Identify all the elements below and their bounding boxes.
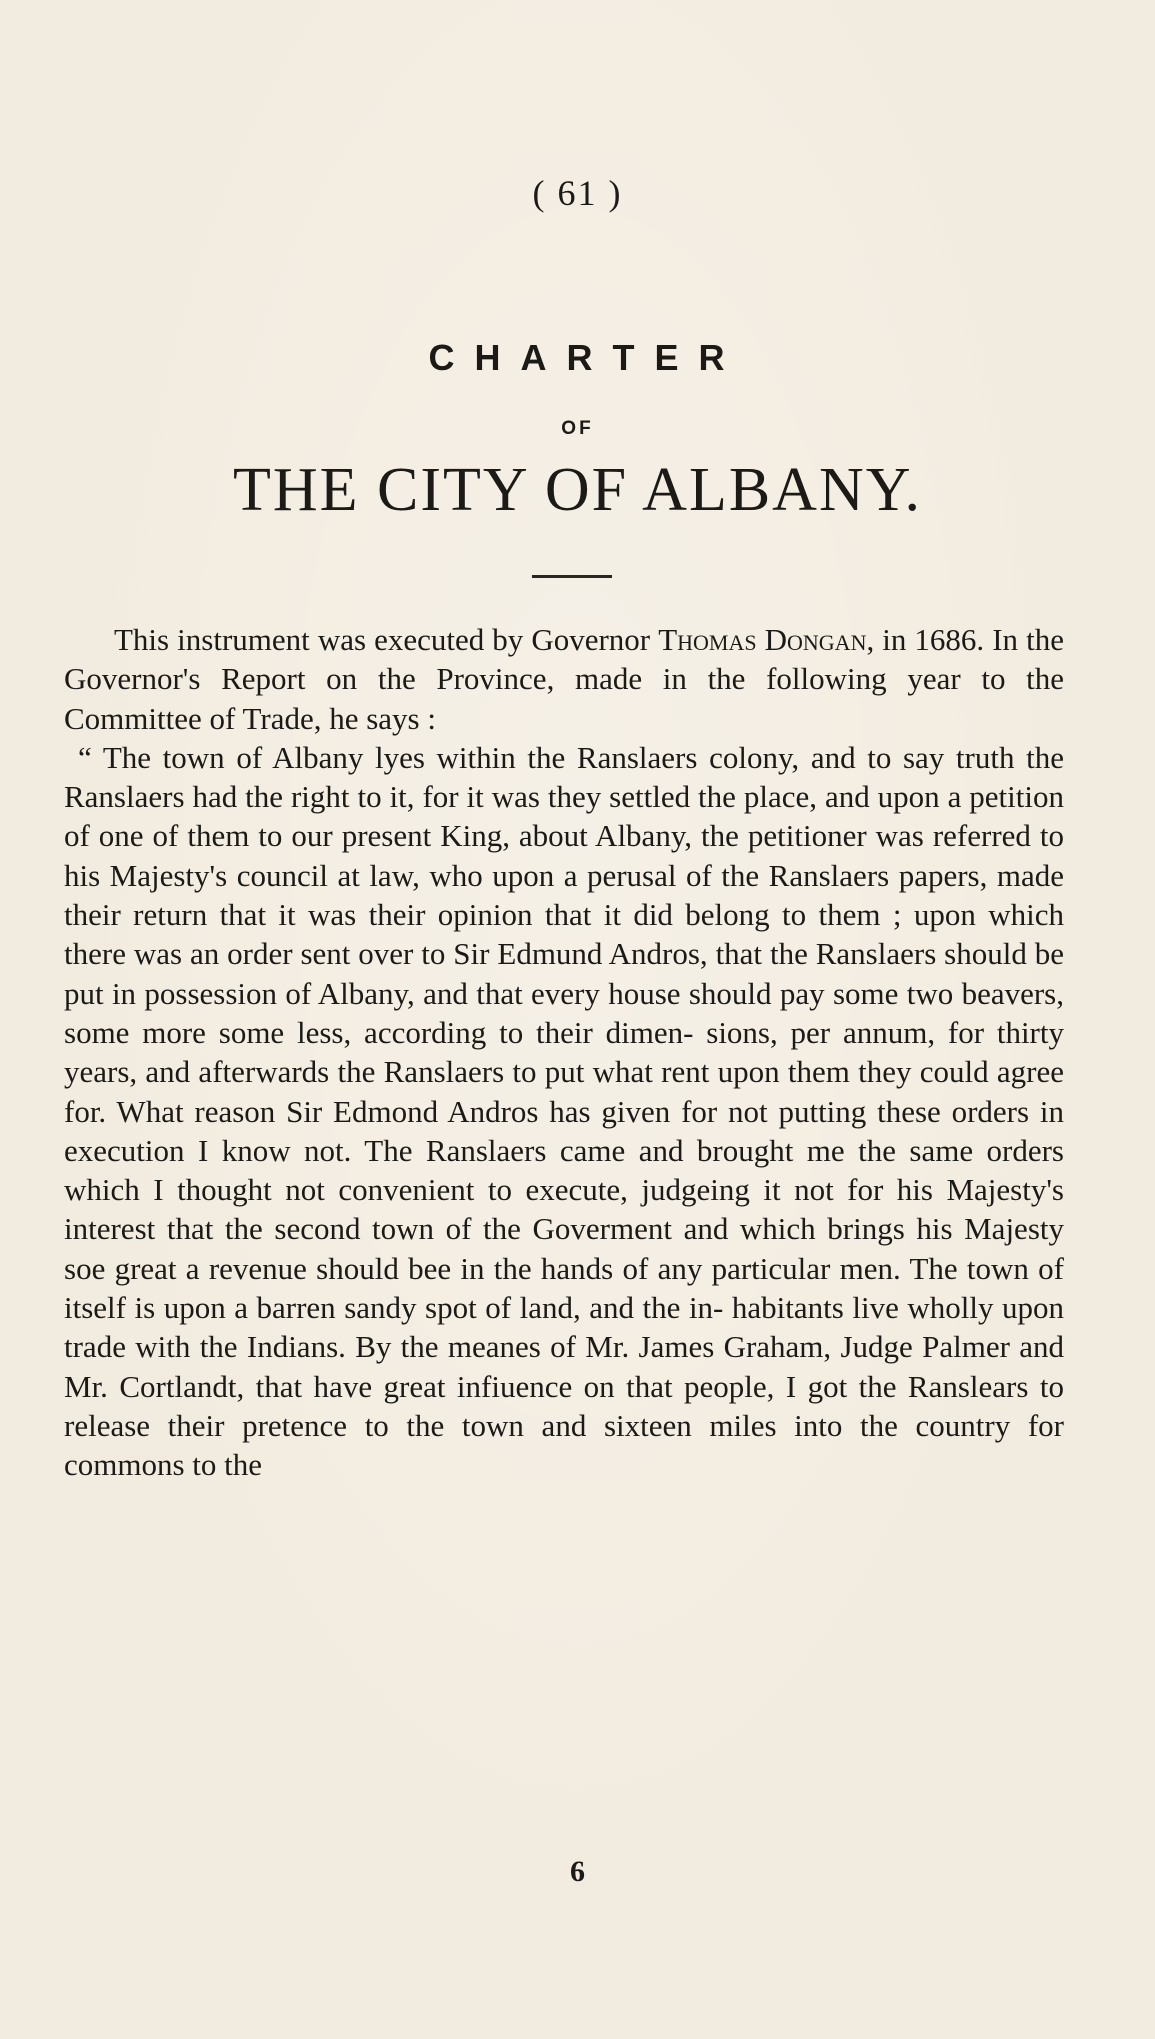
signature-mark: 6 <box>570 1855 585 1888</box>
page-number: ( 61 ) <box>532 173 623 213</box>
title-divider <box>532 575 612 578</box>
title-of: OF <box>561 418 594 439</box>
quote-text: “ The town of Albany lyes within the Ranslaers colony, and to say truth the Ranslaers had the right to it, for it was they settled the place, and upon a petition of one of them to our present King, about Albany, the petitioner was referred to his Majesty's council at law, who upon a perusal of the Ranslaers papers, made their return that it was their opinion that it did belong to them ; upon which there was an order sent over to Sir Edmund Andros, that the Ranslaers should be put in possession of Albany, and that every house should pay some two beavers, some more some less, according to their dimen- sions, per annum, for thirty years, and afterwards the Ranslaers to put what rent upon them they could agree for. What reason Sir Edmond Andros has given for not putting these orders in execution I know not. The Ranslaers came and brought me the same orders which I thought not convenient to execute, judgeing it not for his Majesty's interest that the second town of the Goverment and which brings his Majesty soe great a revenue should bee in the hands of any particular men. The town of itself is upon a barren sandy spot of land, and the in- habitants live wholly upon trade with the Indians. By the meanes of Mr. James Graham, Judge Palmer and Mr. Cortlandt, that have great infiuence on that people, I got the Ranslears to release their pretence to the town and sixteen miles into the country for commons to the <box>64 739 1064 1483</box>
governor-name: Thomas Dongan <box>658 622 867 657</box>
title-charter: CHARTER <box>428 337 745 378</box>
body-text <box>64 620 1064 1485</box>
intro-post: , in 1686. In the Governor's Report on the Province, made in the following year to the Committee of Trade, he says : <box>64 622 1064 736</box>
title-city-of-albany: THE CITY OF ALBANY. <box>232 456 923 524</box>
intro-paragraph <box>64 620 1064 738</box>
quote-paragraph <box>64 738 1064 1485</box>
intro-pre: This instrument was executed by Governor <box>114 622 659 657</box>
